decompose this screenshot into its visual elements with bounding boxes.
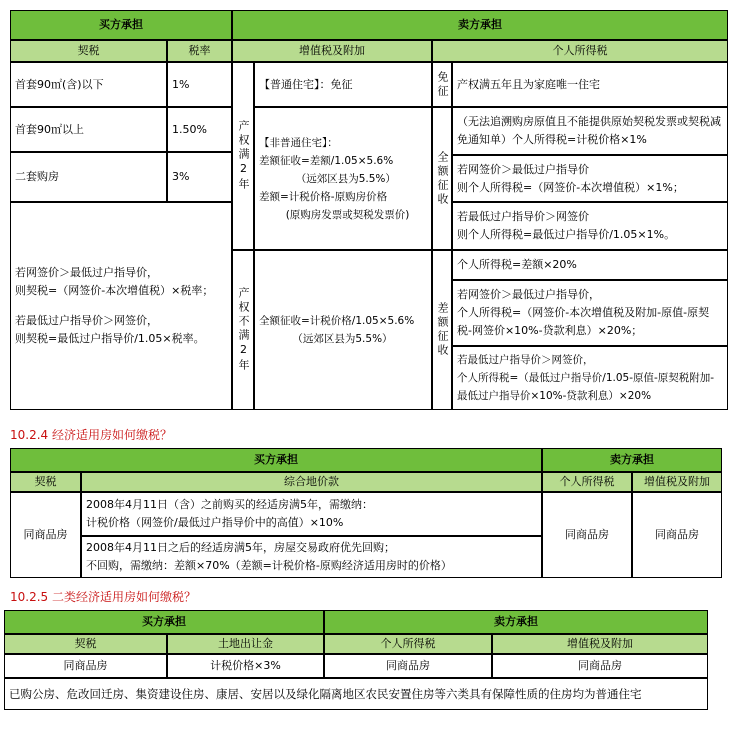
- pit-value: 同商品房: [324, 654, 492, 678]
- vat-under-2yr: 全额征收=计税价格/1.05×5.6% （远郊区县为5.5%）: [254, 250, 432, 410]
- buyer-header: 买方承担: [4, 610, 324, 634]
- deed-tax-value: 同商品房: [10, 492, 81, 578]
- pit-diff-1: 个人所得税=差额×20%: [452, 250, 728, 280]
- pit-diff-side: 差额征收: [432, 250, 452, 410]
- col-rate: 税率: [167, 40, 232, 62]
- seller-header: 卖方承担: [232, 10, 728, 40]
- col-vat: 增值税及附加: [632, 472, 722, 492]
- buyer-header: 买方承担: [10, 448, 542, 472]
- rate-row-label: 首套90㎡(含)以下: [10, 62, 167, 107]
- vat-value: 同商品房: [492, 654, 708, 678]
- vat-normal-housing: 【普通住宅】：免征: [254, 62, 432, 107]
- affordable-housing-tax-table: [0, 448, 732, 580]
- deed-tax-note-1: 若网签价＞最低过户指导价， 则契税=（网签价-本次增值税）×税率；: [15, 266, 214, 297]
- rate-row-value: 1%: [167, 62, 232, 107]
- seller-header: 卖方承担: [542, 448, 722, 472]
- col-vat: 增值税及附加: [232, 40, 432, 62]
- col-land-price: 综合地价款: [81, 472, 542, 492]
- section-title-1024: 10.2.4 经济适用房如何缴税？: [10, 428, 172, 442]
- rate-row-label: 首套90㎡以上: [10, 107, 167, 152]
- col-pit: 个人所得税: [432, 40, 728, 62]
- col-pit: 个人所得税: [324, 634, 492, 654]
- pit-full-side: 全额征收: [432, 107, 452, 250]
- land-price-rule-2: 2008年4月11日之后的经适房满5年，房屋交易政府优先回购； 不回购，需缴纳：差额×70%（差额=计税价格-原购经济适用房时的价格）: [81, 536, 542, 578]
- pit-full-3: 若最低过户指导价＞网签价 则个人所得税=最低过户指导价/1.05×1%。: [452, 202, 728, 250]
- pit-full-2: 若网签价＞最低过户指导价 则个人所得税=（网签价-本次增值税）×1%；: [452, 155, 728, 202]
- col-deed-tax: 契税: [4, 634, 167, 654]
- col-deed-tax: 契税: [10, 472, 81, 492]
- class2-affordable-housing-tax-table: [0, 610, 732, 720]
- pit-diff-2: 若网签价＞最低过户指导价， 个人所得税=（网签价-本次增值税及附加-原值-原契税-网签价×10%-贷款利息）×20%；: [452, 280, 728, 346]
- vat-value: 同商品房: [632, 492, 722, 578]
- deed-tax-value: 同商品房: [4, 654, 167, 678]
- col-pit: 个人所得税: [542, 472, 632, 492]
- vat-non-normal-housing: 【非普通住宅】： 差额征收=差额/1.05×5.6% （远郊区县为5.5%） 差额=计税价格-原购房价格 (原购房发票或契税发票价): [254, 107, 432, 250]
- land-price-rule-1: 2008年4月11日（含）之前购买的经适房满5年，需缴纳： 计税价格（网签价/最低过户指导价中的高值）×10%: [81, 492, 542, 536]
- pit-exempt-condition: 产权满五年且为家庭唯一住宅: [452, 62, 728, 107]
- footnote: 已购公房、危改回迁房、集资建设住房、康居、安居以及绿化隔离地区农民安置住房等六类具有保障性质的住房均为普通住宅: [4, 678, 708, 710]
- vat-full-2yr-side: 产权满2年: [232, 62, 254, 250]
- pit-full-1: （无法追溯购房原值且不能提供原始契税发票或契税减免通知单）个人所得税=计税价格×1%: [452, 107, 728, 155]
- rate-row-label: 二套购房: [10, 152, 167, 202]
- pit-value: 同商品房: [542, 492, 632, 578]
- col-deed-tax: 契税: [10, 40, 167, 62]
- pit-diff-3: 若最低过户指导价＞网签价， 个人所得税=（最低过户指导价/1.05-原值-原契税附加-最低过户指导价×10%-贷款利息）×20%: [452, 346, 728, 410]
- rate-row-value: 3%: [167, 152, 232, 202]
- rate-row-value: 1.50%: [167, 107, 232, 152]
- col-land-fee: 土地出让金: [167, 634, 324, 654]
- buyer-header: 买方承担: [10, 10, 232, 40]
- section-title-1025: 10.2.5 二类经济适用房如何缴税？: [10, 590, 196, 604]
- seller-header: 卖方承担: [324, 610, 708, 634]
- vat-under-2yr-side: 产权不满2年: [232, 250, 254, 410]
- pit-exempt-side: 免征: [432, 62, 452, 107]
- deed-tax-formula-note: [10, 202, 232, 410]
- deed-tax-note-2: 若最低过户指导价＞网签价， 则契税=最低过户指导价/1.05×税率。: [15, 314, 205, 345]
- col-vat: 增值税及附加: [492, 634, 708, 654]
- land-fee-value: 计税价格×3%: [167, 654, 324, 678]
